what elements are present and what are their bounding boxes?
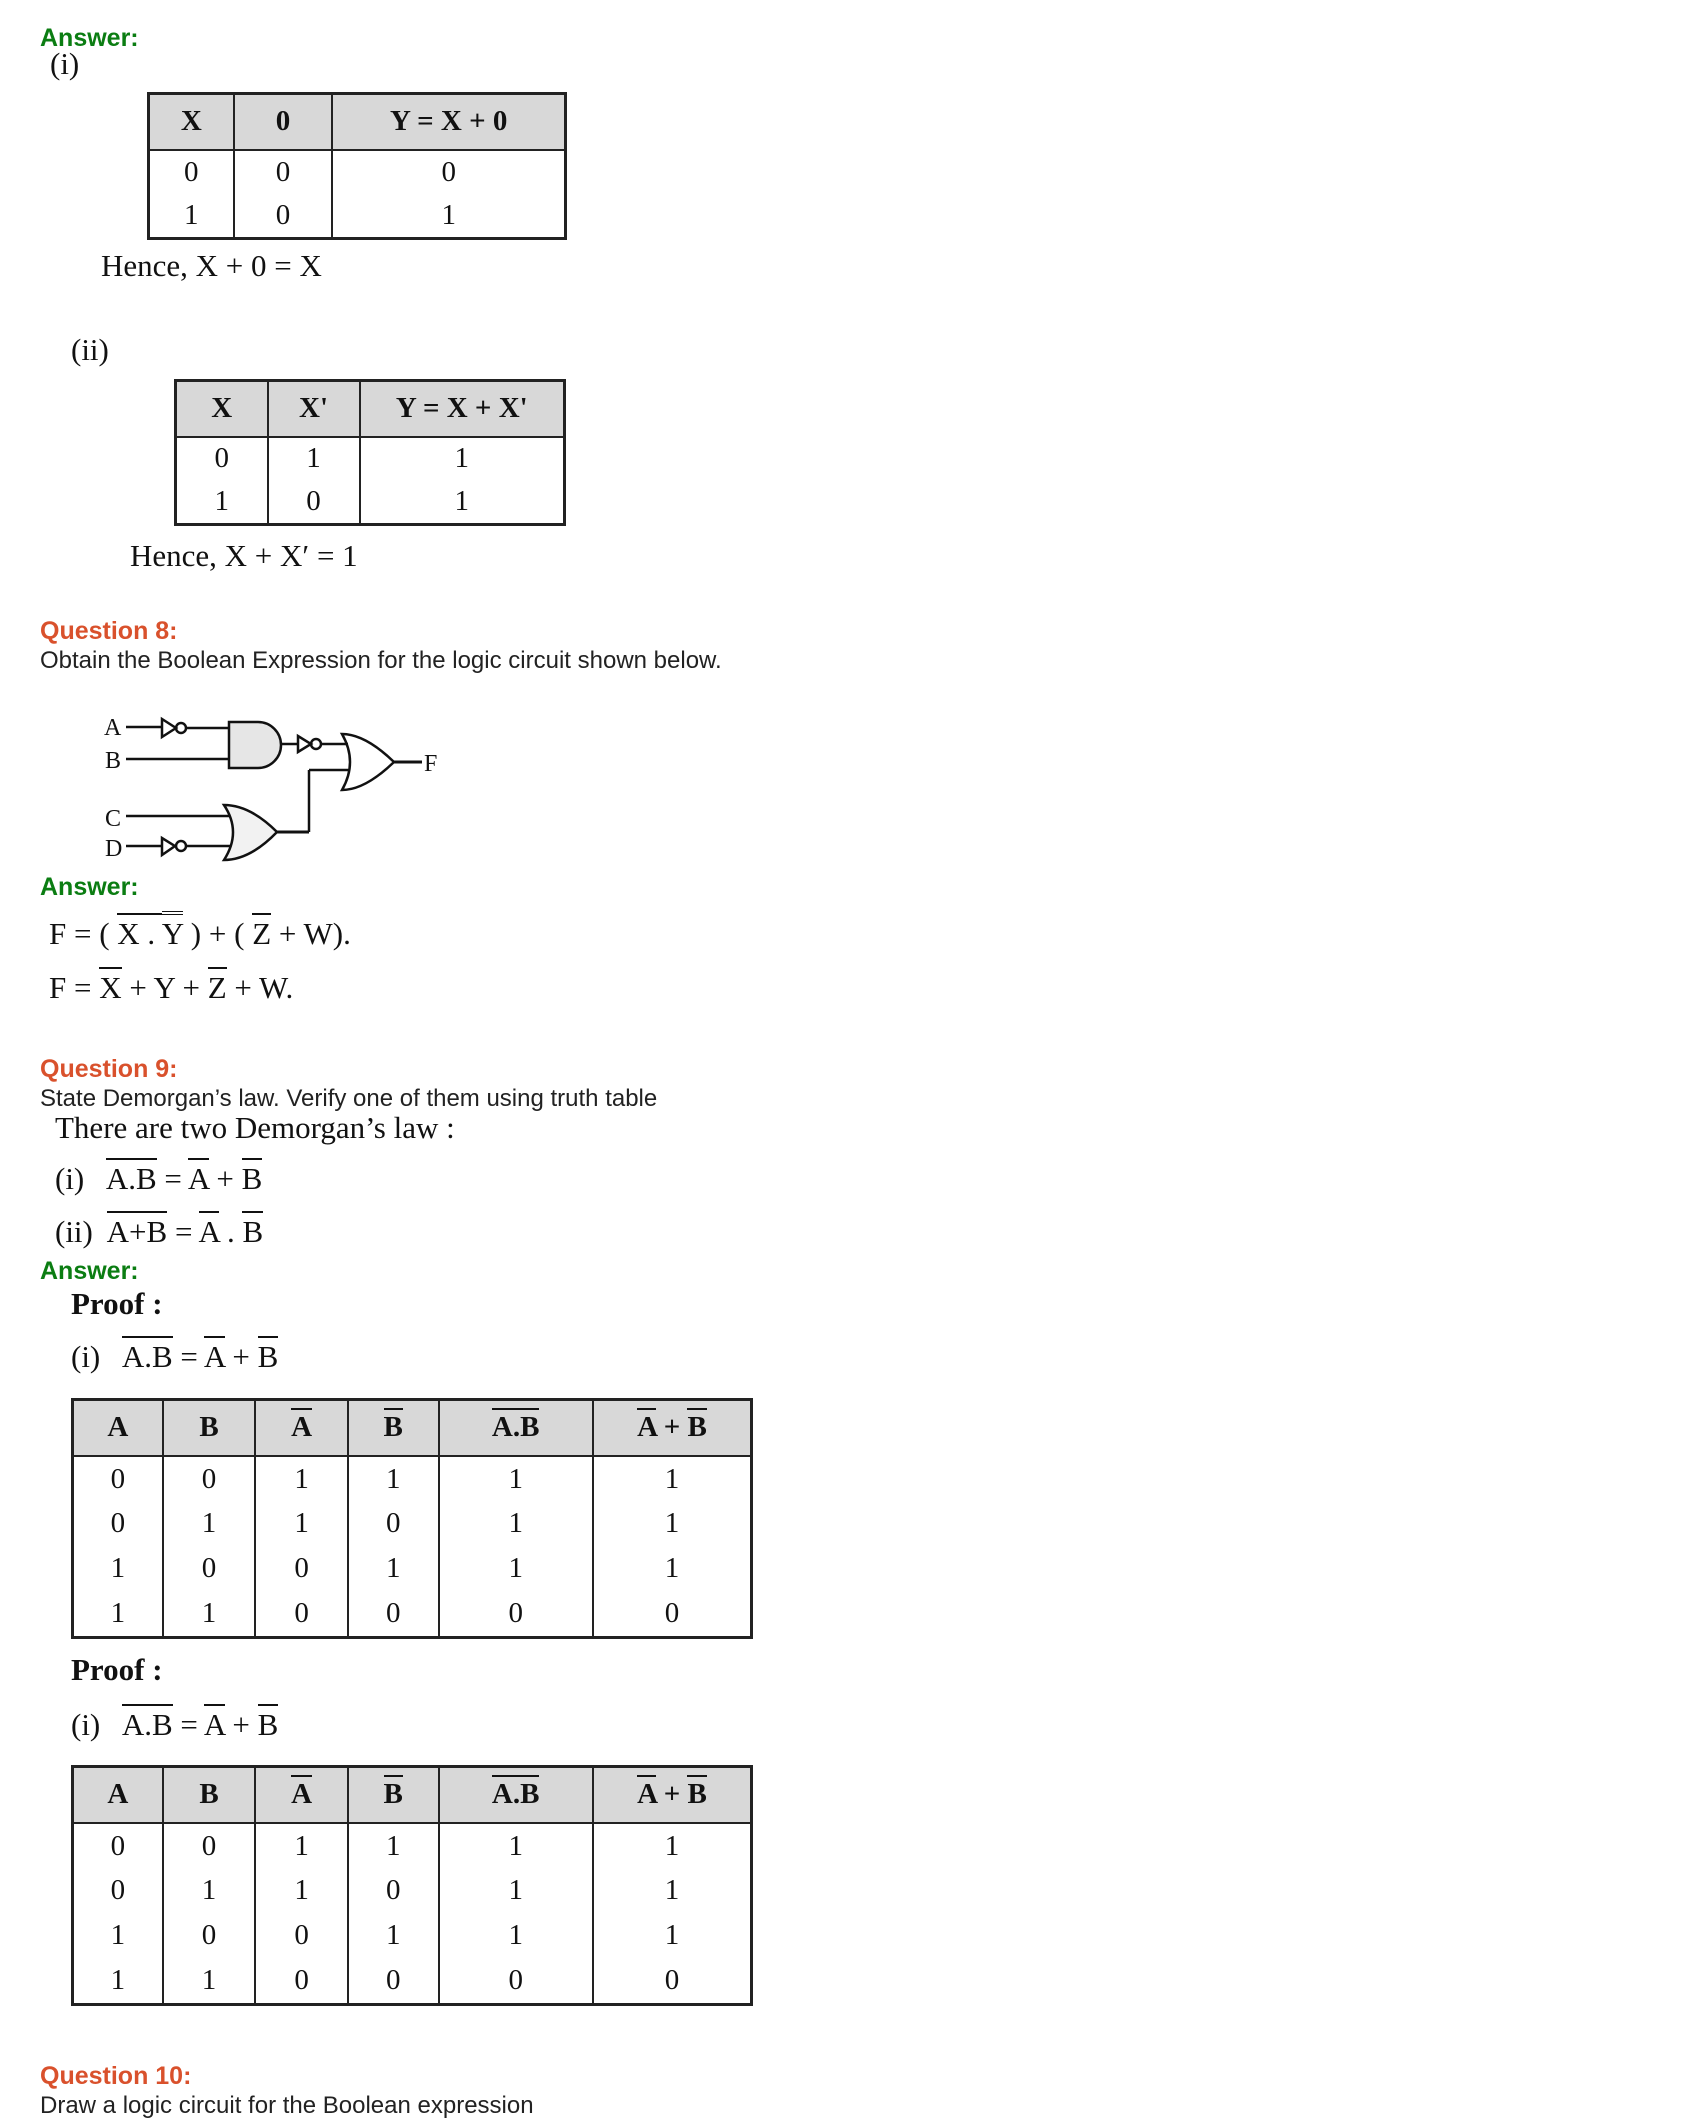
question-label: Question 8:: [40, 617, 178, 645]
expression-text: +: [656, 1778, 688, 1811]
expression-text: B: [199, 1778, 219, 1811]
expression-text: +: [208, 1161, 242, 1196]
table-cell: 1: [73, 1913, 163, 1958]
table-cell: 1: [439, 1823, 593, 1869]
question-text: Obtain the Boolean Expression for the logic circuit shown below.: [40, 647, 722, 674]
expression-text: A: [107, 1778, 129, 1811]
expression-text: =: [156, 1161, 188, 1196]
equation-2: [49, 970, 293, 1006]
table-cell: 1: [163, 1502, 256, 1547]
table-row: [73, 1591, 752, 1638]
question-text: State Demorgan’s law. Verify one of them using truth table: [40, 1085, 658, 1112]
table-cell: 0: [268, 480, 360, 524]
truth-table-x-plus-0: [147, 92, 567, 240]
question-text: Draw a logic circuit for the Boolean expression: [40, 2092, 534, 2119]
law-i: [55, 1161, 262, 1197]
table-cell: 0: [348, 1958, 439, 2005]
table-cell: 1: [176, 480, 268, 524]
table-cell: 1: [163, 1958, 256, 2005]
table-row: [149, 150, 566, 194]
expression-text: Y = X + 0: [390, 105, 508, 138]
table-cell: 1: [163, 1591, 256, 1638]
overlined-term: B: [687, 1775, 706, 1810]
not-gate-d: [162, 838, 175, 855]
expression-text: F = (: [49, 916, 118, 951]
table-row: [73, 1869, 752, 1914]
table-cell: 1: [593, 1913, 752, 1958]
table-cell: 1: [255, 1456, 348, 1502]
table-cell: 0: [439, 1591, 593, 1638]
proof-law: [71, 1339, 278, 1375]
overlined-term: Z: [252, 913, 271, 951]
table-cell: 0: [348, 1502, 439, 1547]
expression-text: X: [180, 105, 202, 138]
column-header: [163, 1400, 256, 1456]
overlined-term: Z: [208, 967, 227, 1005]
expression-text: =: [167, 1214, 199, 1249]
table-cell: 1: [593, 1869, 752, 1914]
expression-text: (ii): [55, 1214, 107, 1249]
proof-law: [71, 1707, 278, 1743]
table-cell: 0: [593, 1591, 752, 1638]
expression-text: +: [224, 1707, 258, 1742]
or-gate-cd: [224, 805, 277, 860]
expression-text: X: [211, 392, 233, 425]
column-header: [348, 1767, 439, 1823]
overlined-term: A: [637, 1408, 656, 1443]
answer-label: Answer:: [40, 24, 139, 52]
expression-text: =: [172, 1339, 204, 1374]
table-cell: 1: [255, 1502, 348, 1547]
table-cell: 0: [255, 1591, 348, 1638]
overlined-term: A: [637, 1775, 656, 1810]
input-label-c: C: [105, 806, 122, 832]
expression-text: +: [656, 1411, 688, 1444]
overlined-term: B: [384, 1408, 403, 1443]
column-header: [593, 1400, 752, 1456]
expression-text: B: [199, 1411, 219, 1444]
output-label-f: F: [424, 751, 438, 777]
input-label-a: A: [104, 715, 122, 741]
overlined-term: B: [687, 1408, 706, 1443]
column-header: [176, 381, 268, 437]
expression-text: Y = X + X': [395, 392, 528, 425]
table-cell: 0: [234, 150, 333, 194]
table-cell: 1: [73, 1591, 163, 1638]
table-cell: 1: [348, 1456, 439, 1502]
table-cell: 0: [234, 194, 333, 239]
expression-text: =: [172, 1707, 204, 1742]
table-cell: 1: [593, 1823, 752, 1869]
overlined-term: A: [291, 1408, 312, 1443]
overlined-term: B: [258, 1336, 279, 1374]
column-header: [255, 1767, 348, 1823]
table-cell: 0: [73, 1456, 163, 1502]
expression-text: (i): [71, 1339, 122, 1374]
overlined-term: A: [188, 1158, 209, 1196]
column-header: [268, 381, 360, 437]
expression-text: 0: [275, 105, 291, 138]
table-cell: 0: [593, 1958, 752, 2005]
overlined-term: A.B: [492, 1408, 540, 1443]
table-cell: 1: [332, 194, 565, 239]
overlined-term: B: [258, 1704, 279, 1742]
expression-text: (i): [71, 1707, 122, 1742]
expression-text: A: [107, 1411, 129, 1444]
column-header: [332, 94, 565, 150]
overlined-term: A: [291, 1775, 312, 1810]
column-header: [360, 381, 565, 437]
expression-text: ) + (: [183, 916, 253, 951]
expression-text: X': [299, 392, 329, 425]
proof-title: Proof :: [71, 1652, 163, 1687]
expression-text: + W.: [226, 970, 294, 1005]
table-cell: 0: [255, 1958, 348, 2005]
table-cell: 1: [439, 1869, 593, 1914]
overlined-term: B: [242, 1211, 263, 1249]
table-cell: 0: [163, 1823, 256, 1869]
overlined-term: X .: [117, 913, 162, 951]
expression-text: F =: [49, 970, 100, 1005]
table-cell: 0: [163, 1546, 256, 1591]
input-label-b: B: [105, 748, 122, 774]
table-cell: 1: [163, 1869, 256, 1914]
table-cell: 0: [163, 1913, 256, 1958]
table-row: [73, 1546, 752, 1591]
overlined-term: A.B: [106, 1158, 157, 1196]
table-cell: 0: [149, 150, 234, 194]
table-row: [73, 1958, 752, 2005]
table-cell: 0: [348, 1591, 439, 1638]
table-cell: 1: [268, 437, 360, 481]
table-cell: 1: [149, 194, 234, 239]
table-row: [73, 1502, 752, 1547]
table-cell: 1: [439, 1546, 593, 1591]
table-cell: 1: [360, 480, 565, 524]
expression-text: + W).: [271, 916, 351, 951]
table-cell: 0: [255, 1913, 348, 1958]
law-ii: [55, 1214, 263, 1250]
conclusion: Hence, X + X′ = 1: [130, 538, 358, 573]
table-cell: 1: [255, 1869, 348, 1914]
table-row: [176, 480, 565, 524]
column-header: [255, 1400, 348, 1456]
overlined-term: A: [204, 1336, 225, 1374]
column-header: [163, 1767, 256, 1823]
overlined-term: A.B: [492, 1775, 540, 1810]
table-cell: 0: [73, 1502, 163, 1547]
table-row: [73, 1823, 752, 1869]
table-cell: 0: [176, 437, 268, 481]
table-cell: 1: [255, 1823, 348, 1869]
overlined-term: A: [199, 1211, 220, 1249]
table-cell: 1: [348, 1823, 439, 1869]
overlined-term: A: [204, 1704, 225, 1742]
answer-label: Answer:: [40, 1257, 139, 1285]
table-cell: 1: [73, 1546, 163, 1591]
and-gate: [229, 722, 281, 768]
answer-label: Answer:: [40, 873, 139, 901]
column-header: [439, 1400, 593, 1456]
table-cell: 1: [360, 437, 565, 481]
table-cell: 0: [255, 1546, 348, 1591]
table-cell: 1: [439, 1913, 593, 1958]
not-gate-a: [162, 719, 176, 737]
overlined-term: A.B: [122, 1336, 173, 1374]
table-cell: 1: [348, 1546, 439, 1591]
input-label-d: D: [105, 836, 123, 862]
proof-title: Proof :: [71, 1286, 163, 1321]
expression-text: (i): [55, 1161, 106, 1196]
part-marker: (ii): [71, 332, 109, 367]
overlined-term: X: [99, 967, 121, 1005]
expression-text: +: [224, 1339, 258, 1374]
column-header: [73, 1767, 163, 1823]
overlined-term: B: [384, 1775, 403, 1810]
table-cell: 0: [73, 1869, 163, 1914]
not-gate-and-output: [298, 736, 311, 752]
column-header: [149, 94, 234, 150]
demorgan-truth-table: [71, 1398, 753, 1639]
table-cell: 1: [348, 1913, 439, 1958]
expression-text: .: [219, 1214, 243, 1249]
truth-table-x-plus-xprime: [174, 379, 566, 526]
demorgan-truth-table: [71, 1765, 753, 2006]
table-row: [73, 1456, 752, 1502]
table-cell: 1: [439, 1456, 593, 1502]
or-gate-output: [342, 734, 394, 790]
not-bubble-d: [176, 841, 186, 851]
overlined-term: Y: [162, 911, 183, 951]
table-cell: 0: [439, 1958, 593, 2005]
column-header: [348, 1400, 439, 1456]
overlined-term: B: [242, 1158, 263, 1196]
table-cell: 1: [439, 1502, 593, 1547]
column-header: [73, 1400, 163, 1456]
table-cell: 1: [73, 1958, 163, 2005]
intro-text: There are two Demorgan’s law :: [55, 1110, 455, 1145]
table-cell: 0: [73, 1823, 163, 1869]
logic-circuit-diagram: [0, 700, 520, 880]
table-cell: 1: [593, 1456, 752, 1502]
conclusion: Hence, X + 0 = X: [101, 248, 322, 283]
column-header: [593, 1767, 752, 1823]
column-header: [439, 1767, 593, 1823]
table-row: [149, 194, 566, 239]
overlined-term: A.B: [122, 1704, 173, 1742]
table-row: [176, 437, 565, 481]
overlined-term: A+B: [107, 1211, 168, 1249]
table-cell: 0: [348, 1869, 439, 1914]
equation-1: [49, 916, 351, 952]
expression-text: + Y +: [121, 970, 208, 1005]
column-header: [234, 94, 333, 150]
question-label: Question 9:: [40, 1055, 178, 1083]
table-row: [73, 1913, 752, 1958]
table-cell: 1: [593, 1502, 752, 1547]
question-label: Question 10:: [40, 2062, 192, 2090]
table-cell: 0: [332, 150, 565, 194]
table-cell: 0: [163, 1456, 256, 1502]
part-marker: (i): [50, 46, 80, 81]
table-cell: 1: [593, 1546, 752, 1591]
